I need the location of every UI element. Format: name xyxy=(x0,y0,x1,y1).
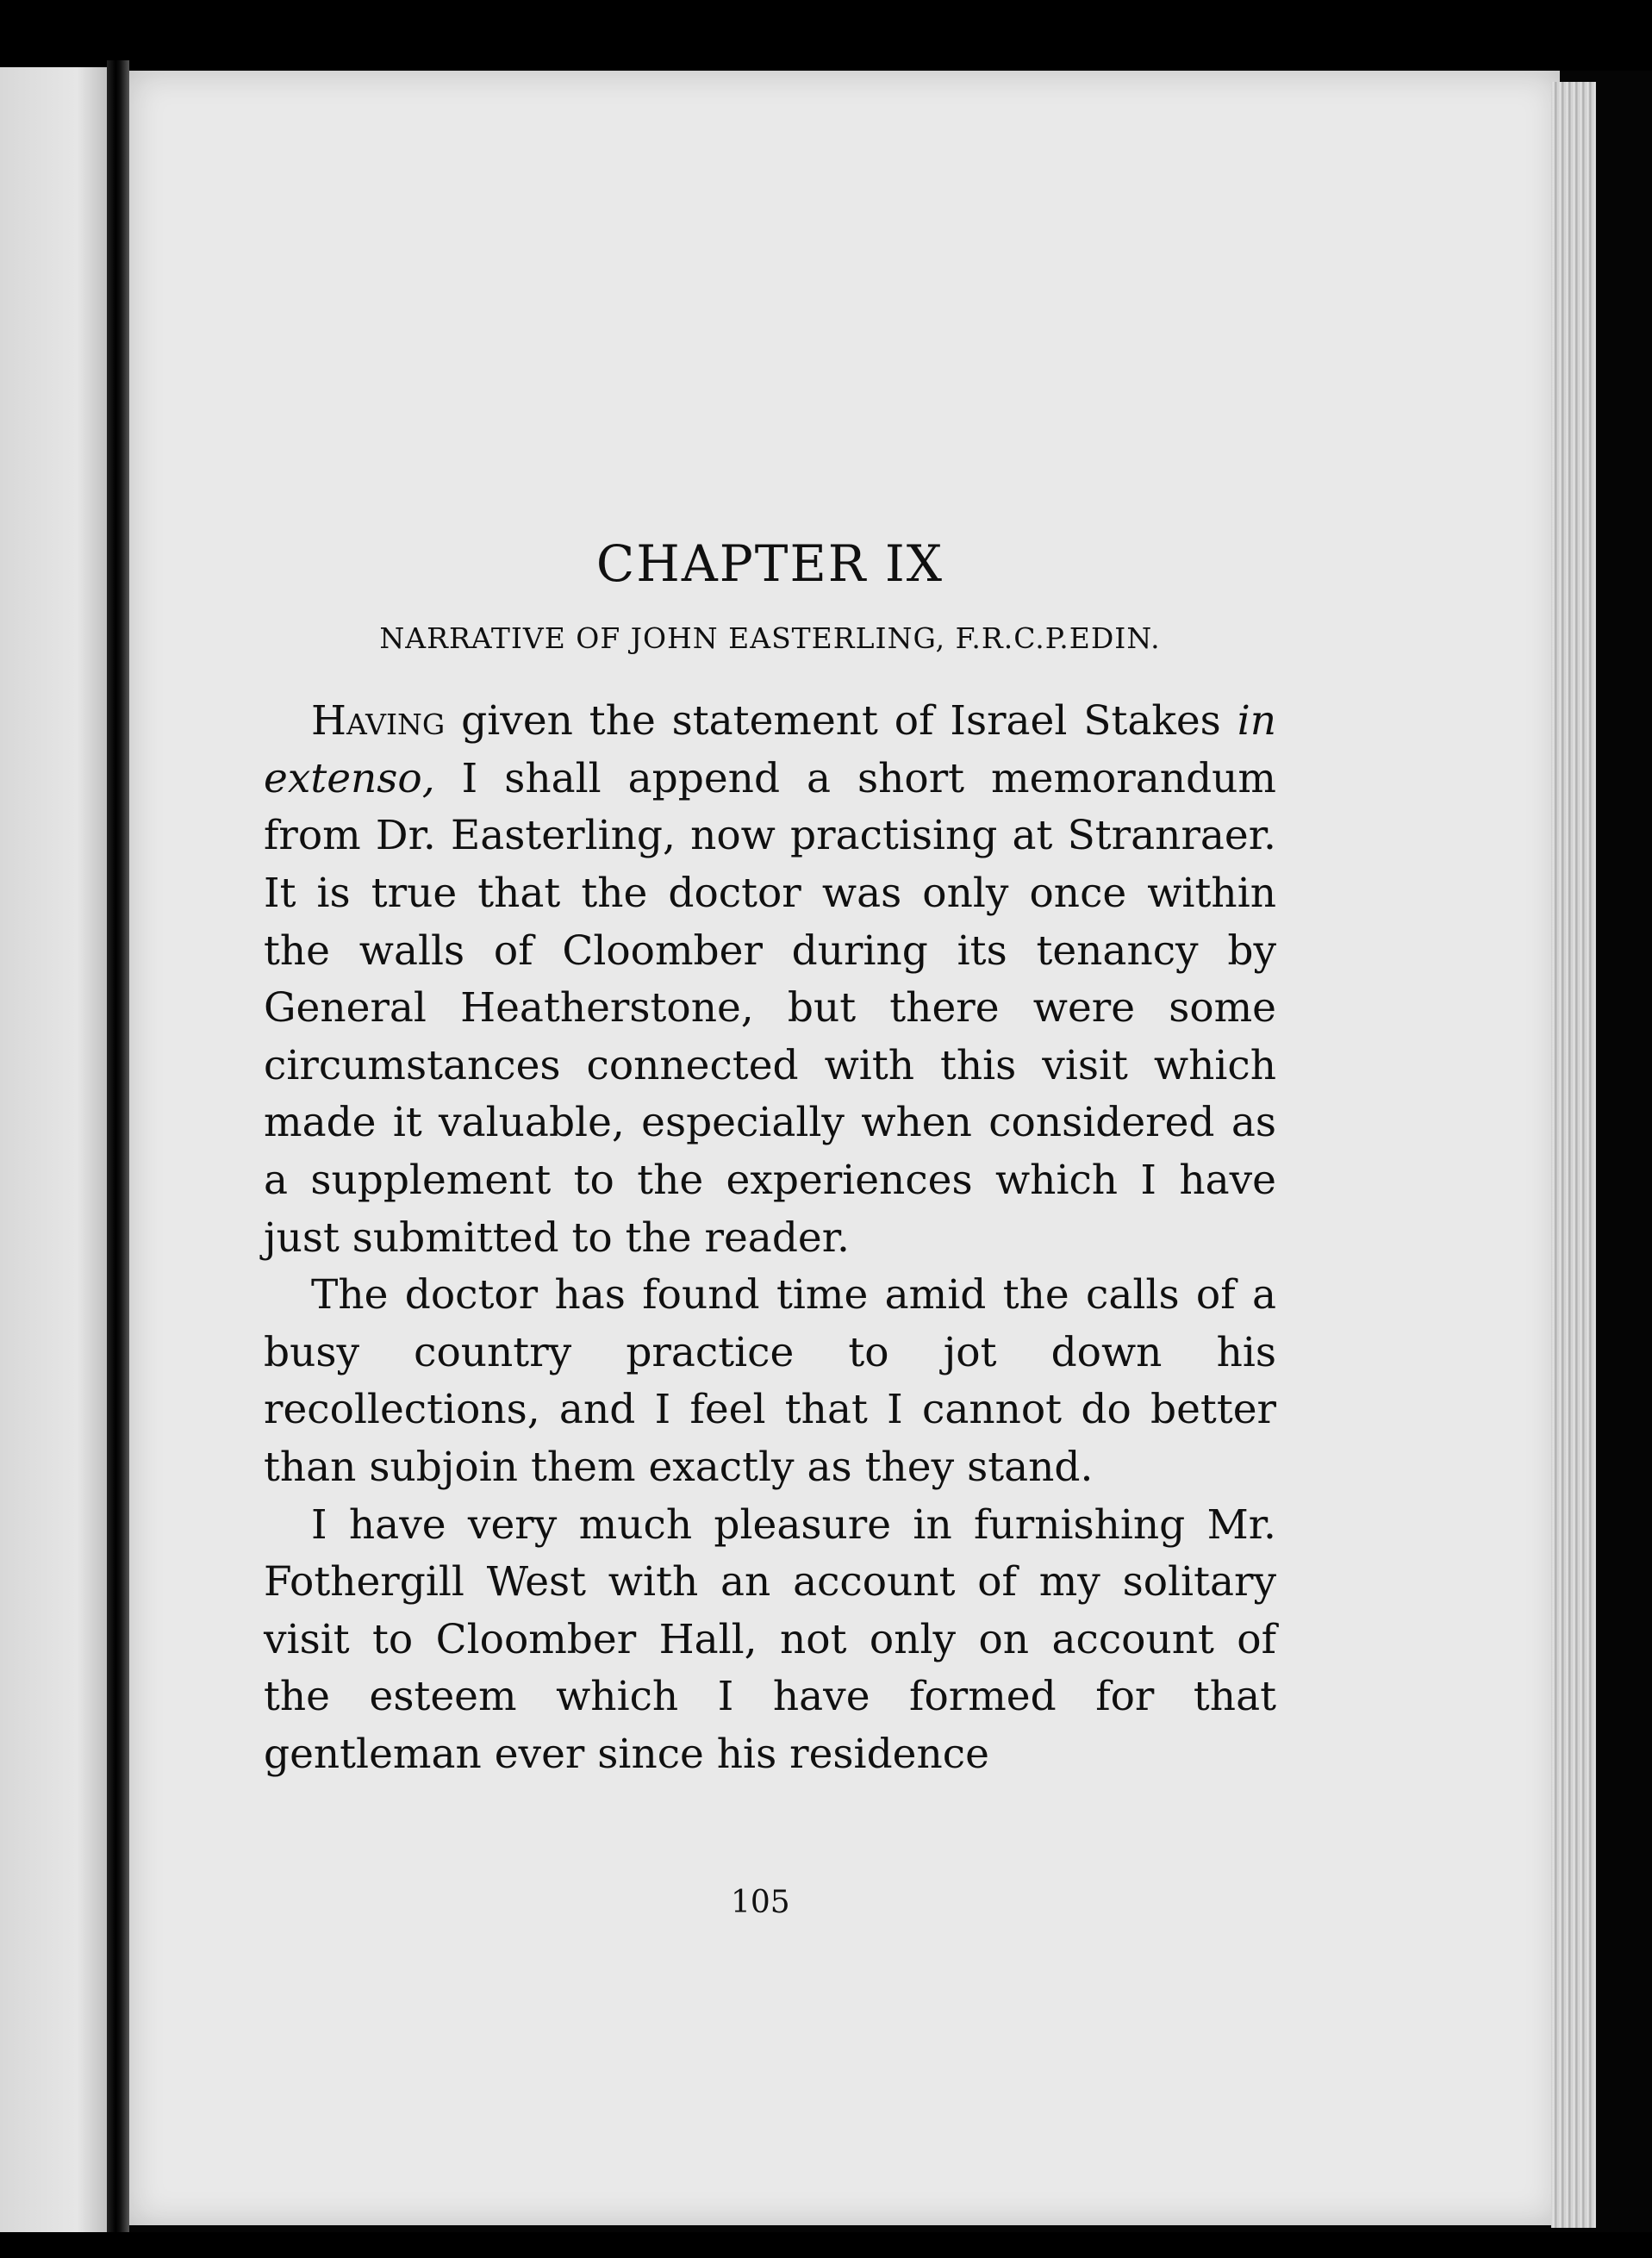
paragraph-3-letter: I have very much pleasure in furnishing Mr. Fothergill West with an account of my solitary visit to Cloomber Hall, not only on account of the esteem which I have formed for that gentleman ever since his residence xyxy=(264,1500,1276,1778)
paragraph-1-before-italic: given the statement of Israel Stakes xyxy=(445,697,1237,745)
chapter-subtitle: NARRATIVE OF JOHN EASTERLING, F.R.C.P.EDIN. xyxy=(379,621,1161,655)
chapter-body xyxy=(264,693,1276,1783)
left-page-edge xyxy=(0,67,110,2239)
scan-top-border xyxy=(0,0,1652,71)
paragraph-1-after-italic: I shall append a short memorandum from Dr. Easterling, now practising at Stranraer. It is true that the doctor was only once within the walls of Cloomber during its tenancy by General Heatherstone, but there were some circumstances connected with this visit which made it valuable, especially when considered as a supplement to the experiences which I have just submitted to the reader. xyxy=(264,754,1276,1262)
scan-bottom-border xyxy=(0,2232,1652,2258)
paragraph-2: The doctor has found time amid the calls of a busy country practice to jot down his recollections, and I feel that I cannot do better than subjoin them exactly as they stand. xyxy=(264,1271,1276,1492)
page-text xyxy=(264,534,1276,1784)
paragraph-lead-word: Having xyxy=(311,697,446,745)
paragraph-1 xyxy=(264,693,1276,1267)
book-gutter xyxy=(107,60,129,2241)
page-stack-edge xyxy=(1551,82,1596,2228)
page-number: 105 xyxy=(731,1885,790,1920)
paragraph-1-italic-phrase: in extenso, xyxy=(264,697,1276,802)
chapter-title: CHAPTER IX xyxy=(595,534,944,593)
